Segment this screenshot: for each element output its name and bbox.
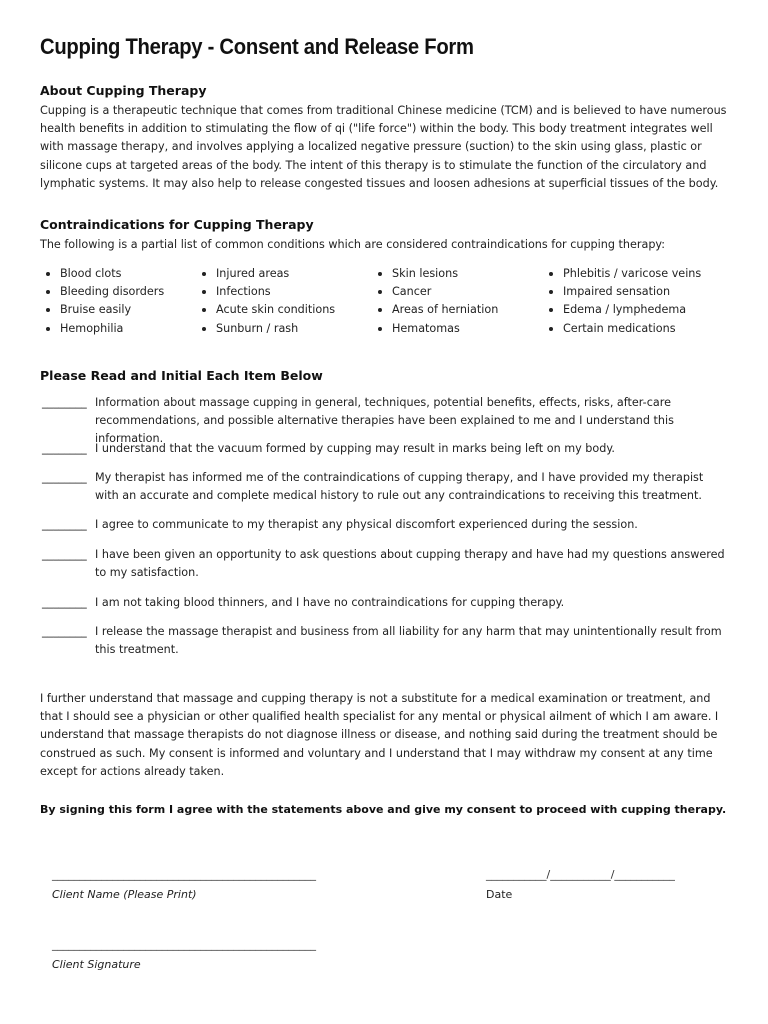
list-item: Sunburn / rash xyxy=(196,320,335,338)
initial-blank[interactable]: ________ xyxy=(42,596,87,609)
list-item: Areas of herniation xyxy=(372,301,498,319)
initial-blank[interactable]: ________ xyxy=(42,625,87,638)
initial-blank[interactable]: ________ xyxy=(42,518,87,531)
list-item: Bleeding disorders xyxy=(40,283,164,301)
initial-item-text: I have been given an opportunity to ask questions about cupping therapy and have had my questions answered to my satisfaction. xyxy=(95,548,725,580)
list-item: Skin lesions xyxy=(372,265,498,283)
list-item: Hemophilia xyxy=(40,320,164,338)
agreement-statement: By signing this form I agree with the statements above and give my consent to proceed with cupping therapy. xyxy=(40,803,727,816)
list-item: Hematomas xyxy=(372,320,498,338)
initial-heading: Please Read and Initial Each Item Below xyxy=(40,368,323,383)
list-item: Infections xyxy=(196,283,335,301)
list-item: Phlebitis / varicose veins xyxy=(543,265,701,283)
contraindications-column-3 xyxy=(372,265,498,338)
initial-item-text: I agree to communicate to my therapist any physical discomfort experienced during the session. xyxy=(95,518,638,531)
list-item: Certain medications xyxy=(543,320,701,338)
initial-blank[interactable]: ________ xyxy=(42,471,87,484)
contraindications-heading: Contraindications for Cupping Therapy xyxy=(40,217,314,232)
initial-item-text: Information about massage cupping in general, techniques, potential benefits, effects, risks, after-care recommendations, and possible alternative therapies have been explained to me and I understand this information. xyxy=(95,396,674,446)
list-item: Cancer xyxy=(372,283,498,301)
list-item: Acute skin conditions xyxy=(196,301,335,319)
understanding-text: I further understand that massage and cupping therapy is not a substitute for a medical examination or treatment, and that I should see a physician or other qualified health specialist for any mental or physical ailment of which I am aware. I understand that massage therapists do not diagnose illness or disease, and nothing said during the treatment should be construed as such. My consent is informed and voluntary and I understand that I may withdraw my consent at any time except for actions already taken. xyxy=(40,692,719,778)
client-signature-field[interactable]: ________________________________________________ xyxy=(52,938,316,951)
about-heading: About Cupping Therapy xyxy=(40,83,207,98)
date-field[interactable]: ___________/___________/___________ xyxy=(486,868,675,881)
contraindications-intro: The following is a partial list of common conditions which are considered contraindications for cupping therapy: xyxy=(40,238,665,251)
list-item: Blood clots xyxy=(40,265,164,283)
date-label: Date xyxy=(486,888,513,901)
client-signature-label: Client Signature xyxy=(52,958,141,971)
initial-item-text: I release the massage therapist and business from all liability for any harm that may unintentionally result from this treatment. xyxy=(95,625,722,657)
client-name-label: Client Name (Please Print) xyxy=(52,888,197,901)
list-item: Bruise easily xyxy=(40,301,164,319)
list-item: Injured areas xyxy=(196,265,335,283)
initial-item-text: My therapist has informed me of the contraindications of cupping therapy, and I have provided my therapist with an accurate and complete medical history to rule out any contraindications to receiving this treatment. xyxy=(95,471,704,503)
about-text: Cupping is a therapeutic technique that comes from traditional Chinese medicine (TCM) and is believed to have numerous health benefits in addition to stimulating the flow of qi ("life force") within the body. This body treatment integrates well with massage therapy, and involves applying a localized negative pressure (suction) to the skin using glass, plastic or silicone cups at targeted areas of the body. The intent of this therapy is to stimulate the function of the circulatory and lymphatic systems. It may also help to release congested tissues and loosen adhesions at superficial tissues of the body. xyxy=(40,104,727,190)
contraindications-column-1 xyxy=(40,265,164,338)
initial-blank[interactable]: ________ xyxy=(42,396,87,409)
initial-item-text: I am not taking blood thinners, and I have no contraindications for cupping therapy. xyxy=(95,596,565,609)
initial-blank[interactable]: ________ xyxy=(42,548,87,561)
contraindications-column-4 xyxy=(543,265,701,338)
list-item: Impaired sensation xyxy=(543,283,701,301)
initial-blank[interactable]: ________ xyxy=(42,442,87,455)
initial-item-text: I understand that the vacuum formed by cupping may result in marks being left on my body. xyxy=(95,442,615,455)
client-name-field[interactable]: ________________________________________________ xyxy=(52,868,316,881)
page-title: Cupping Therapy - Consent and Release Form xyxy=(40,34,474,59)
contraindications-column-2 xyxy=(196,265,335,338)
list-item: Edema / lymphedema xyxy=(543,301,701,319)
